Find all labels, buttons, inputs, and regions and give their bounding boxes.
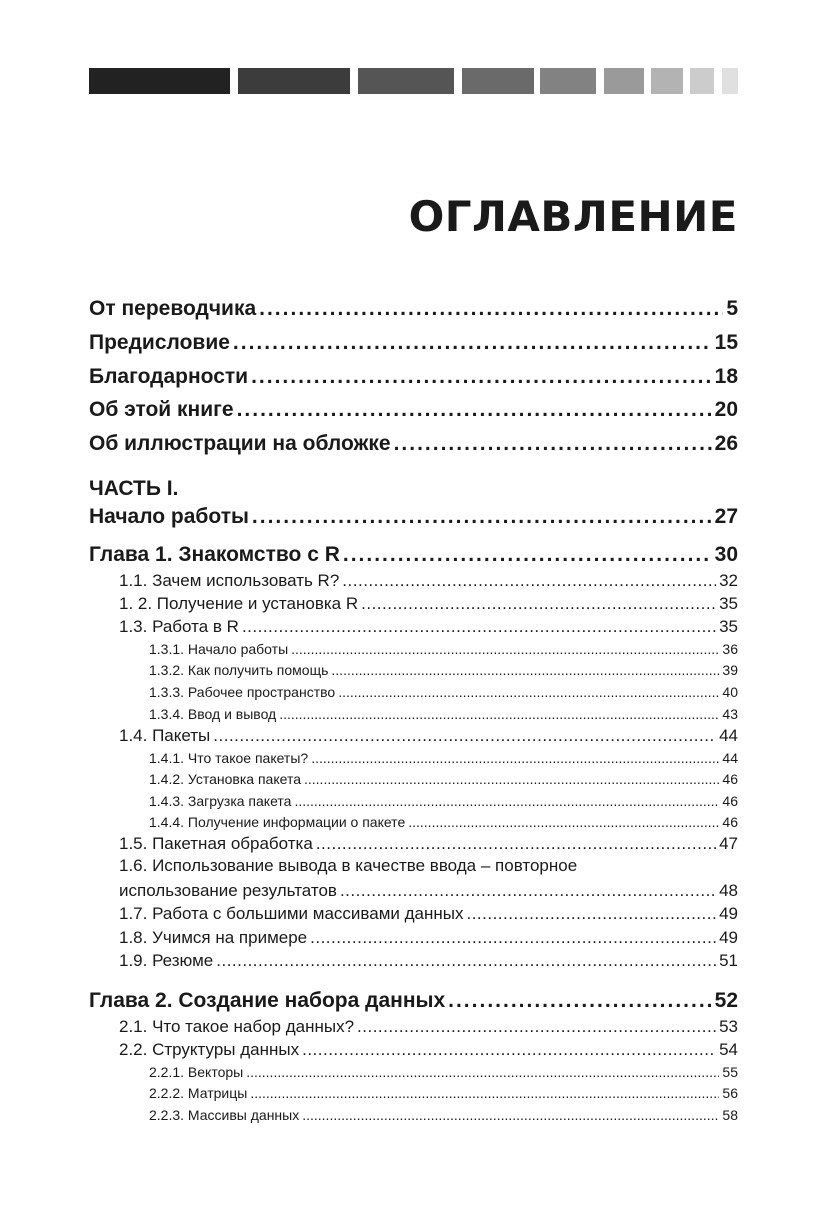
dot-leader [316,834,716,854]
toc-entry-page: 43 [722,706,738,722]
toc-entry-title: 1.3.3. Рабочее пространство [149,684,336,700]
toc-entry-page: 54 [719,1040,738,1059]
toc-entry-preface[interactable] [89,331,738,359]
toc-entry-1-4[interactable] [119,726,738,748]
toc-entry-title: Об этой книге [89,398,234,421]
toc-entry-2-2-2[interactable] [149,1085,738,1104]
dot-leader [408,814,719,830]
toc-entry-2-2-3[interactable] [149,1107,738,1126]
toc-entry-page: 39 [722,662,738,678]
toc-entry-2-1[interactable] [119,1017,738,1039]
toc-entry-page: 52 [714,989,738,1012]
toc-entry-title: 1.3.2. Как получить помощь [149,662,329,678]
dot-leader [466,904,716,924]
toc-entry-title: 1.4.2. Установка пакета [149,771,301,787]
toc-entry-title: 1.8. Учимся на примере [119,928,308,947]
toc-entry-translator[interactable] [89,297,738,325]
page-title: ОГЛАВЛЕНИЕ [408,192,738,241]
toc-entry-title: 1.3. Работа в R [119,617,239,636]
toc-entry-1-3[interactable] [119,617,738,639]
toc-entry-title: использование результатов [119,881,337,900]
dot-leader [246,1064,719,1080]
dot-leader [394,432,712,456]
toc-entry-title: 1.3.1. Начало работы [149,641,289,657]
toc-entry-page: 44 [722,750,738,766]
toc-entry-title: Благодарности [89,365,249,388]
toc-entry-page: 49 [719,928,738,947]
dot-leader [357,1017,716,1037]
dot-leader [294,793,719,809]
toc-entry-page: 49 [719,904,738,923]
toc-entry-1-7[interactable] [119,904,738,926]
dot-leader [233,331,712,355]
toc-entry-1-4-3[interactable] [149,793,738,812]
toc-entry-page: 15 [714,331,738,354]
toc-entry-title: Начало работы [89,505,249,528]
toc-entry-part-1[interactable] [89,505,738,533]
dot-leader [250,1085,719,1101]
dot-leader [242,617,716,637]
dot-leader [331,662,719,678]
toc-entry-1-9[interactable] [119,951,738,973]
toc-entry-title: Глава 1. Знакомство с R [89,543,340,566]
toc-entry-page: 5 [726,297,738,320]
dot-leader [340,881,716,901]
dot-leader [252,505,712,529]
dot-leader [216,951,716,971]
toc-entry-title: 1.5. Пакетная обработка [119,834,313,853]
toc-entry-2-2-1[interactable] [149,1064,738,1083]
dot-leader [291,641,719,657]
toc-entry-title: 1.7. Работа с большими массивами данных [119,904,464,923]
dot-leader [304,771,719,787]
toc-entry-1-2[interactable] [119,594,738,616]
toc-entry-title: Глава 2. Создание набора данных [89,989,446,1012]
toc-entry-acknowledgements[interactable] [89,365,738,393]
toc-entry-1-3-1[interactable] [149,641,738,660]
toc-entry-title: 2.2.3. Массивы данных [149,1107,300,1123]
toc-entry-chapter-2[interactable] [89,989,738,1017]
dot-leader [342,571,716,591]
toc-entry-title: 1.4.4. Получение информации о пакете [149,814,406,830]
toc-entry-title: 1.4.1. Что такое пакеты? [149,750,309,766]
toc-entry-title: 2.1. Что такое набор данных? [119,1017,355,1036]
toc-entry-chapter-1[interactable] [89,543,738,571]
toc-entry-2-2[interactable] [119,1040,738,1062]
toc-entry-page: 48 [719,881,738,900]
part-label: ЧАСТЬ I. [89,477,179,500]
toc-entry-title: 1.3.4. Ввод и вывод [149,706,277,722]
toc-entry-title: 1.9. Резюме [119,951,214,970]
toc-entry-1-3-2[interactable] [149,662,738,681]
toc-entry-page: 18 [714,365,738,388]
dot-leader [448,989,712,1013]
toc-entry-page: 27 [714,505,738,528]
toc-entry-1-6-line1[interactable]: 1.6. Использование вывода в качестве ввода – повторное [119,856,578,875]
toc-entry-about-book[interactable] [89,398,738,426]
toc-entry-1-8[interactable] [119,928,738,950]
toc-entry-title: 2.2. Структуры данных [119,1040,300,1059]
dot-leader [310,928,716,948]
dot-leader [302,1040,716,1060]
dot-leader [259,297,723,321]
toc-entry-page: 35 [719,594,738,613]
toc-entry-page: 46 [722,814,738,830]
toc-entry-1-1[interactable] [119,571,738,593]
dot-leader [311,750,719,766]
toc-entry-page: 44 [719,726,738,745]
dot-leader [279,706,719,722]
toc-entry-page: 20 [714,398,738,421]
toc-entry-page: 26 [714,432,738,455]
dot-leader [237,398,712,422]
toc-entry-page: 40 [722,684,738,700]
toc-entry-1-3-4[interactable] [149,706,738,725]
toc-entry-title: Об иллюстрации на обложке [89,432,391,455]
dot-leader [251,365,712,389]
toc-entry-title: От переводчика [89,297,257,320]
toc-entry-page: 46 [722,793,738,809]
toc-entry-page: 51 [719,951,738,970]
toc-entry-page: 46 [722,771,738,787]
toc-entry-title: 1. 2. Получение и установка R [119,594,359,613]
toc-entry-1-4-1[interactable] [149,750,738,769]
toc-entry-page: 53 [719,1017,738,1036]
toc-entry-page: 56 [722,1085,738,1101]
toc-entry-page: 35 [719,617,738,636]
toc-entry-page: 55 [722,1064,738,1080]
toc-entry-title: 2.2.2. Матрицы [149,1085,248,1101]
toc-entry-about-cover[interactable] [89,432,738,460]
dot-leader [302,1107,719,1123]
toc-entry-1-3-3[interactable] [149,684,738,703]
toc-entry-page: 32 [719,571,738,590]
toc-entry-1-6[interactable] [119,881,738,903]
toc-entry-1-4-2[interactable] [149,771,738,790]
toc-entry-page: 36 [722,641,738,657]
toc-entry-title: 1.1. Зачем использовать R? [119,571,340,590]
dot-leader [361,594,716,614]
toc-entry-page: 30 [714,543,738,566]
dot-leader [338,684,719,700]
toc-entry-title: 1.4.3. Загрузка пакета [149,793,292,809]
toc-entry-page: 58 [722,1107,738,1123]
toc-entry-page: 47 [719,834,738,853]
dot-leader [343,543,712,567]
dot-leader [213,726,716,746]
toc-entry-title: 2.2.1. Векторы [149,1064,244,1080]
toc-entry-1-4-4[interactable] [149,814,738,833]
toc-entry-title: 1.4. Пакеты [119,726,211,745]
toc-entry-1-5[interactable] [119,834,738,856]
toc-entry-title: Предисловие [89,331,230,354]
